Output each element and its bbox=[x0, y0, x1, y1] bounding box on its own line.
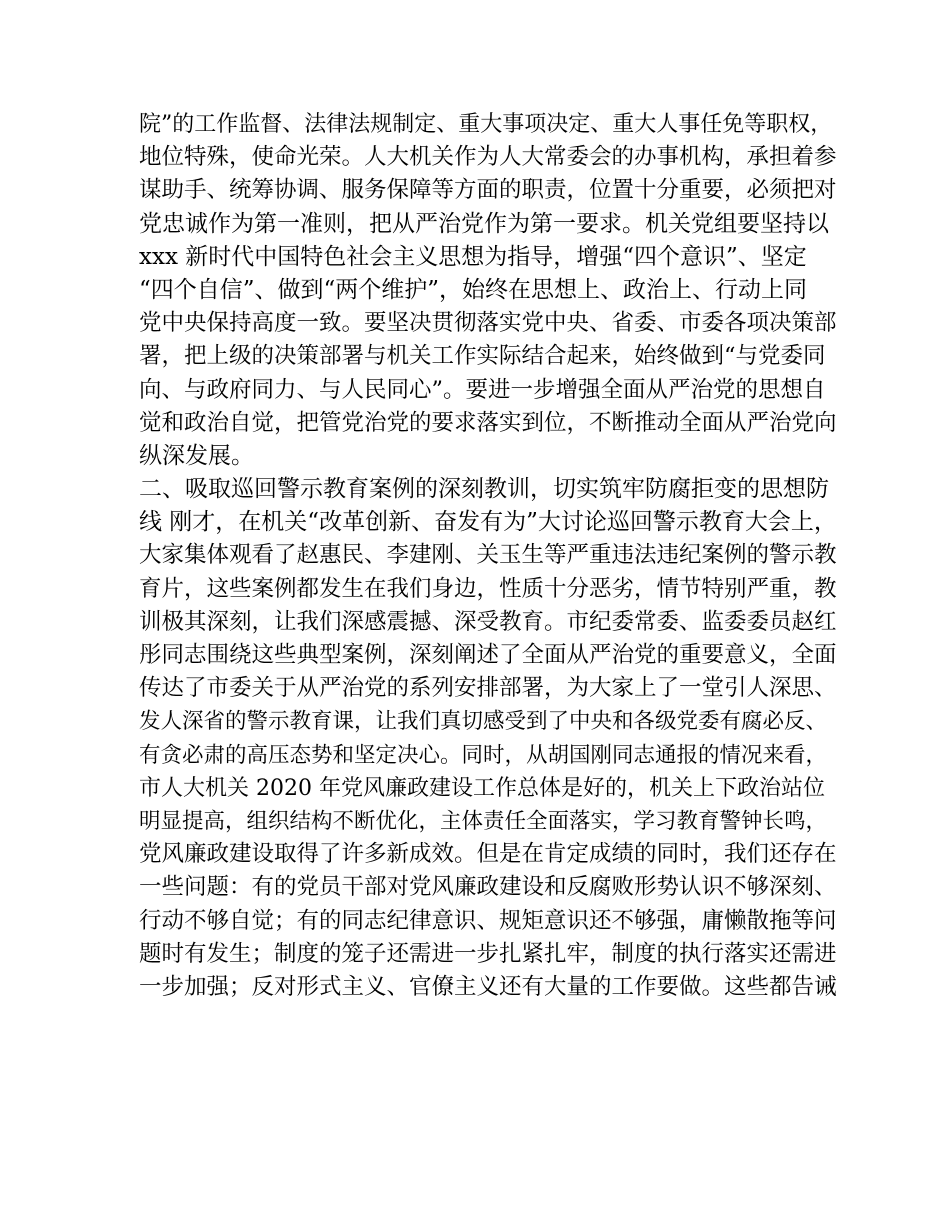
section-heading-line: 二、吸取巡回警示教育案例的深刻教训，切实筑牢防腐拒变的思想防 bbox=[139, 476, 829, 503]
text-line: 题时有发生；制度的笼子还需进一步扎紧扎牢，制度的执行落实还需进 bbox=[139, 940, 837, 967]
text-line: 向、与政府同力、与人民同心”。要进一步增强全面从严治党的思想自 bbox=[139, 376, 826, 403]
text-line: 大家集体观看了赵惠民、李建刚、关玉生等严重违法违纪案例的警示教 bbox=[139, 542, 837, 569]
text-line: 训极其深刻，让我们深感震撼、深受教育。市纪委常委、监委委员赵红 bbox=[139, 608, 837, 635]
text-line: 彤同志围绕这些典型案例，深刻阐述了全面从严治党的重要意义，全面 bbox=[139, 642, 837, 668]
text-line: 一些问题：有的党员干部对党风廉政建设和反腐败形势认识不够深刻、 bbox=[139, 874, 837, 901]
text-line: 院”的工作监督、法律法规制定、重大事项决定、重大人事任免等职权， bbox=[139, 112, 833, 137]
text-line: 有贪必肃的高压态势和坚定决心。同时，从胡国刚同志通报的情况来看， bbox=[139, 742, 828, 768]
text-line: 署，把上级的决策部署与机关工作实际结合起来，始终做到“与党委同 bbox=[139, 343, 826, 370]
text-line: xxx 新时代中国特色社会主义思想为指导，增强“四个意识”、坚定 bbox=[139, 243, 807, 270]
text-line: 谋助手、统筹协调、服务保障等方面的职责，位置十分重要，必须把对 bbox=[139, 177, 837, 204]
text-line: 市人大机关 2020 年党风廉政建设工作总体是好的，机关上下政治站位 bbox=[139, 775, 825, 801]
text-line: 觉和政治自觉，把管党治党的要求落实到位，不断推动全面从严治党向 bbox=[139, 409, 837, 436]
text-line: 行动不够自觉；有的同志纪律意识、规矩意识还不够强，庸懒散拖等问 bbox=[139, 907, 837, 934]
text-line: 党忠诚作为第一准则，把从严治党作为第一要求。机关党组要坚持以 bbox=[139, 210, 829, 237]
text-line: 传达了市委关于从严治党的系列安排部署，为大家上了一堂引人深思、 bbox=[139, 675, 837, 702]
text-line: 育片，这些案例都发生在我们身边，性质十分恶劣，情节特别严重，教 bbox=[139, 575, 837, 602]
text-line: 一步加强；反对形式主义、官僚主义还有大量的工作要做。这些都告诫 bbox=[139, 973, 837, 1000]
text-line: 党中央保持高度一致。要坚决贯彻落实党中央、省委、市委各项决策部 bbox=[139, 310, 837, 337]
text-line: 地位特殊，使命光荣。人大机关作为人大常委会的办事机构，承担着参 bbox=[139, 144, 837, 171]
section-heading-line: 线 刚才，在机关“改革创新、奋发有为”大讨论巡回警示教育大会上， bbox=[139, 509, 837, 536]
text-line: “四个自信”、做到“两个维护”，始终在思想上、政治上、行动上同 bbox=[139, 276, 808, 303]
text-line: 纵深发展。 bbox=[139, 442, 254, 469]
text-line: 党风廉政建设取得了许多新成效。但是在肯定成绩的同时，我们还存在 bbox=[139, 841, 837, 868]
text-line: 发人深省的警示教育课，让我们真切感受到了中央和各级党委有腐必反、 bbox=[139, 709, 828, 735]
document-body bbox=[139, 108, 839, 1004]
text-line: 明显提高，组织结构不断优化，主体责任全面落实，学习教育警钟长鸣， bbox=[139, 808, 828, 834]
